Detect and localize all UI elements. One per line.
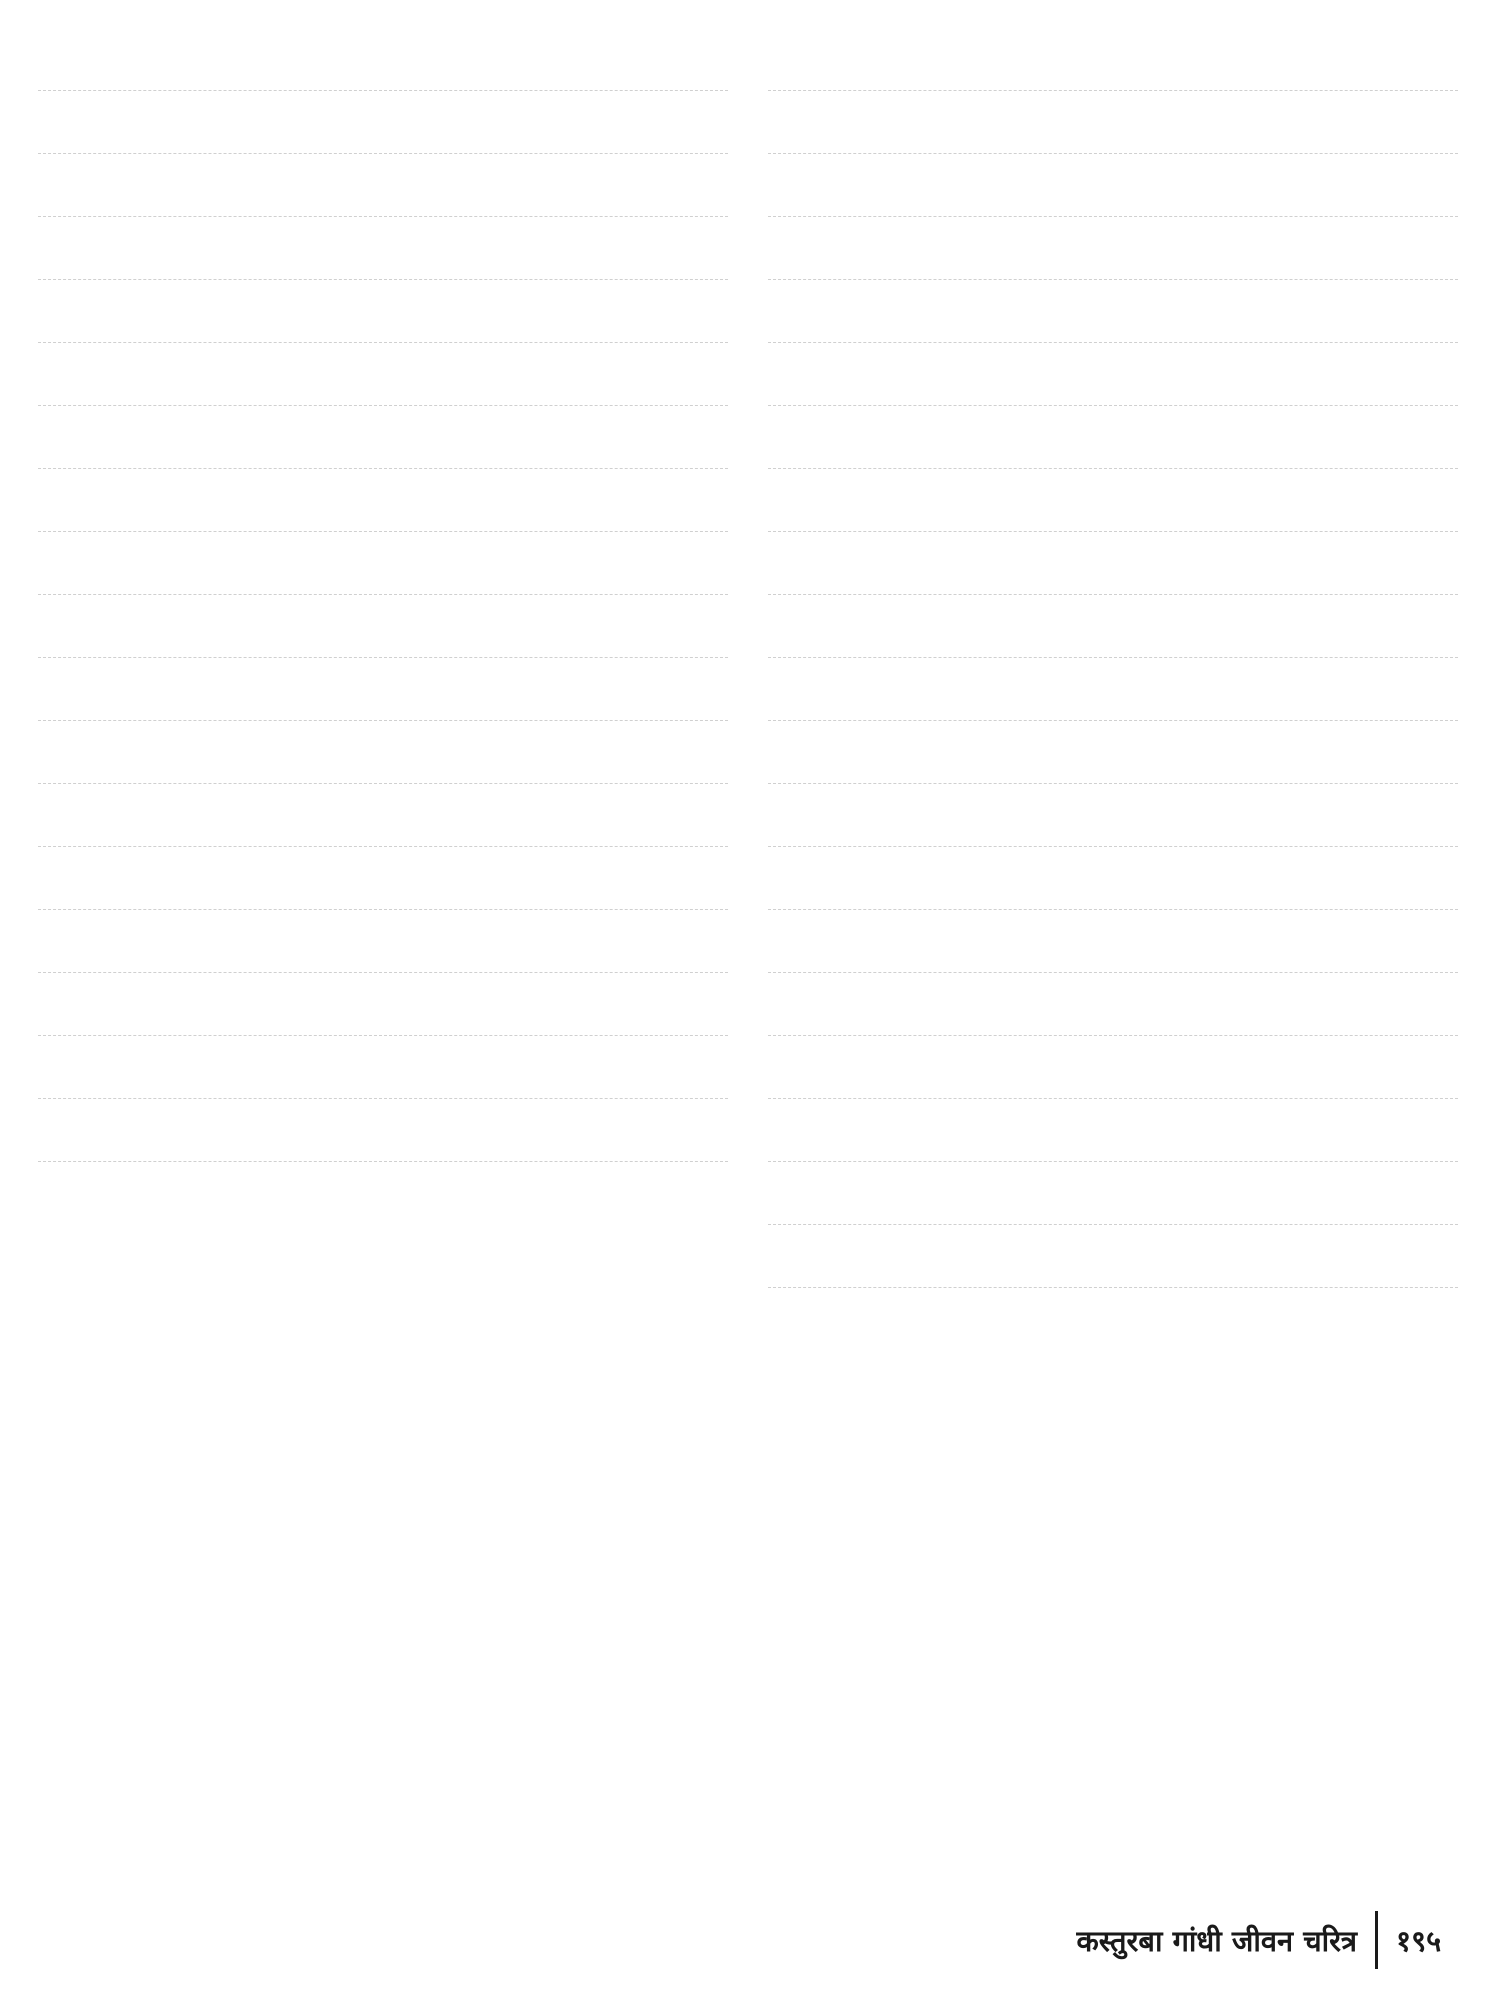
left-column-paragraph: [38, 294, 728, 343]
left-column-paragraph: [38, 1113, 728, 1162]
footer-divider: [1375, 1911, 1378, 1969]
left-column-paragraph: [38, 42, 728, 91]
right-column-paragraph: [768, 861, 1458, 910]
page-number: १९५: [1396, 1923, 1442, 1958]
right-column-paragraph: [768, 1113, 1458, 1162]
left-column-paragraph: [38, 231, 728, 280]
right-column-paragraph: [768, 42, 1458, 91]
left-column-paragraph: [38, 798, 728, 847]
right-column-paragraph: [768, 357, 1458, 406]
left-column: [38, 42, 728, 1862]
right-column-paragraph: [768, 546, 1458, 595]
right-column-paragraph: [768, 609, 1458, 658]
right-column-paragraph: [768, 231, 1458, 280]
right-column-paragraph: [768, 483, 1458, 532]
right-column-paragraph: [768, 1050, 1458, 1099]
left-column-paragraph: [38, 861, 728, 910]
right-column-paragraph: [768, 1176, 1458, 1225]
right-column-paragraph: [768, 735, 1458, 784]
page-footer: [1076, 1910, 1456, 1970]
left-column-paragraph: [38, 546, 728, 595]
right-column: [768, 42, 1458, 1862]
right-column-paragraph: [768, 1239, 1458, 1288]
running-title: कस्तुरबा गांधी जीवन चरित्र: [1076, 1923, 1357, 1958]
right-column-paragraph: [768, 987, 1458, 1036]
right-column-paragraph: [768, 105, 1458, 154]
left-column-paragraph: [38, 420, 728, 469]
right-column-paragraph: [768, 168, 1458, 217]
left-column-paragraph: [38, 672, 728, 721]
right-column-paragraph: [768, 672, 1458, 721]
left-column-paragraph: [38, 609, 728, 658]
right-column-paragraph: [768, 294, 1458, 343]
left-column-paragraph: [38, 357, 728, 406]
right-column-paragraph: [768, 924, 1458, 973]
right-column-paragraph: [768, 420, 1458, 469]
text-columns: [38, 42, 1458, 1862]
left-column-paragraph: [38, 105, 728, 154]
left-column-paragraph: [38, 1050, 728, 1099]
left-column-paragraph: [38, 483, 728, 532]
left-column-paragraph: [38, 735, 728, 784]
right-column-paragraph: [768, 798, 1458, 847]
left-column-paragraph: [38, 168, 728, 217]
left-column-paragraph: [38, 987, 728, 1036]
left-column-paragraph: [38, 924, 728, 973]
